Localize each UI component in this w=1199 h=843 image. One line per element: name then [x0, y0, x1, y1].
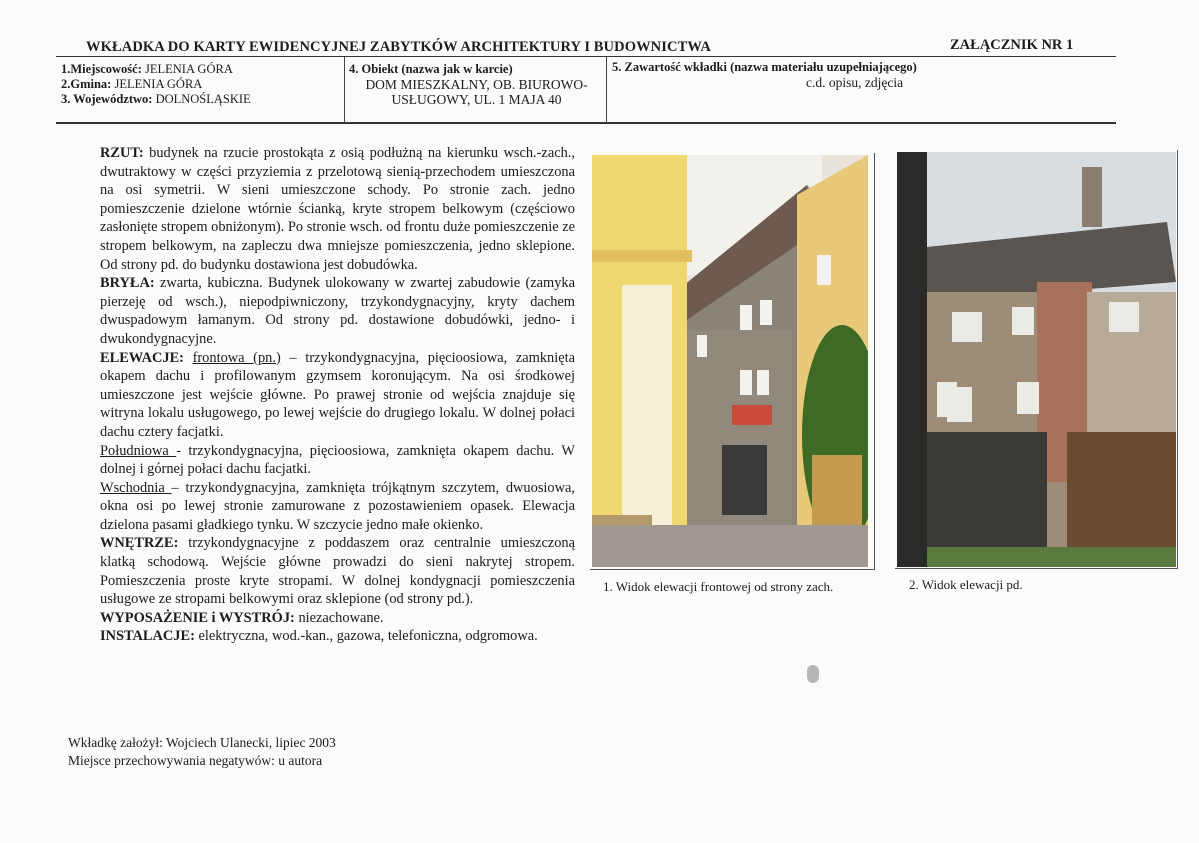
section-bryla — [100, 274, 575, 348]
section-text: niezachowane. — [294, 609, 384, 626]
object-label: 4. Obiekt (nazwa jak w karcie) — [349, 62, 513, 76]
divider — [606, 57, 607, 123]
section-label: WYPOSAŻENIE i WYSTRÓJ: — [100, 609, 295, 626]
photo-caption: 1. Widok elewacji frontowej od strony zach. — [603, 579, 834, 594]
locality-value: JELENIA GÓRA — [145, 62, 233, 76]
section-elewacje — [100, 349, 575, 442]
annex-number: ZAŁĄCZNIK NR 1 — [950, 37, 1074, 53]
section-instalacje — [100, 627, 575, 646]
document-title: WKŁADKA DO KARTY EWIDENCYJNEJ ZABYTKÓW ARCHITEKTURY I BUDOWNICTWA — [86, 39, 711, 55]
subsection-label: Południowa — [100, 442, 177, 459]
contents-value: c.d. opisu, zdjęcia — [806, 75, 904, 90]
commune-label: 2.Gmina: — [61, 77, 112, 91]
scan-mark — [807, 665, 819, 683]
section-text: - trzykondygnacyjna, pięcioosiowa, zamknięta okapem dachu. W dolnej i górnej połaci dachu facjatki. — [100, 442, 575, 478]
author-line: Wkładkę założył: Wojciech Ulanecki, lipiec 2003 — [68, 735, 336, 750]
object-value-line1: DOM MIESZKALNY, OB. BIUROWO- — [365, 77, 588, 92]
divider — [56, 122, 1116, 124]
section-label: ELEWACJE: — [100, 349, 184, 366]
contents-field — [612, 60, 1112, 90]
subsection-label: frontowa (pn.) — [192, 349, 281, 366]
voivodeship-label: 3. Województwo: — [61, 92, 153, 106]
section-label: WNĘTRZE: — [100, 535, 179, 552]
description — [100, 144, 575, 646]
negatives-location: Miejsce przechowywania negatywów: u autora — [68, 753, 323, 768]
subsection-label: Wschodnia — [100, 479, 172, 496]
section-wnetrze — [100, 534, 575, 608]
object-field — [349, 62, 604, 107]
section-wyposazenie — [100, 609, 575, 628]
section-label: INSTALACJE: — [100, 628, 195, 645]
contents-label: 5. Zawartość wkładki (nazwa materiału uzupełniającego) — [612, 60, 917, 74]
section-text: – trzykondygnacyjna, pięcioosiowa, zamknięta okapem dachu i profilowanym gzymsem koronującym. Na osi środkowej umieszczone jest wejście główne. Po prawej stronie od wejścia znajduje się witryna lokalu usługowego, po lewej wejście do drugiego lokalu. W dolnej połaci dachu cztery facjatki. — [100, 349, 575, 440]
section-text: trzykondygnacyjne z poddaszem oraz centralnie umieszczoną klatką schodową. Wejście główne prowadzi do sieni nakrytej stropem. Pomieszczenia proste kryte stropami. W dolnej kondygnacji pomieszczenia usługowe ze stropami belkowymi oraz sklepione (od strony pd.). — [100, 535, 575, 608]
section-label: RZUT: — [100, 145, 144, 161]
divider — [344, 57, 345, 123]
voivodeship-value: DOLNOŚLĄSKIE — [155, 92, 251, 106]
section-text: budynek na rzucie prostokąta z osią podłużną na kierunku wsch.-zach., dwutraktowy w części przyziemia z przelotową sienią-przechodem umieszczona na osi symetrii. W sieni umieszczone schody. Po stronie zach. jedno pomieszczenie dzielone wtórnie ścianką, kryte stropem belkowym (częściowo zasłonięte stropem obniżonym). Po stronie wsch. od frontu duże pomieszczenie ze stropem belkowym, na zapleczu dwa mniejsze pomieszczenia, jedno sklepione. Od strony pd. do budynku dostawiona jest dobudówka. — [100, 145, 575, 273]
section-poludniowa — [100, 442, 575, 479]
photo-south-elevation — [897, 152, 1176, 567]
section-text: – trzykondygnacyjna, zamknięta trójkątnym szczytem, dwuosiowa, okna osi po lewej stronie zamurowane z pozostawieniem opasek. Elewacja dzielona pasami gładkiego tynku. W szczycie jedno małe okienko. — [100, 479, 575, 533]
photo-front-elevation — [592, 155, 868, 567]
commune-value: JELENIA GÓRA — [114, 77, 203, 91]
object-value-line2: USŁUGOWY, UL. 1 MAJA 40 — [391, 92, 562, 107]
location-fields — [61, 62, 251, 107]
section-rzut — [100, 144, 575, 274]
divider — [56, 56, 1116, 57]
section-label: BRYŁA: — [100, 275, 155, 292]
photo-caption: 2. Widok elewacji pd. — [909, 577, 1023, 592]
section-wschodnia — [100, 479, 575, 535]
section-text: elektryczna, wod.-kan., gazowa, telefoniczna, odgromowa. — [194, 628, 538, 645]
section-text: zwarta, kubiczna. Budynek ulokowany w zwartej zabudowie (zamyka pierzeję od wsch.), niepodpiwniczony, trzykondygnacyjny, kryty dachem dwuspadowym łamanym. Od strony pd. dostawione dobudówki, jedno- i dwukondygnacyjne. — [100, 275, 575, 347]
locality-label: 1.Miejscowość: — [61, 62, 142, 76]
